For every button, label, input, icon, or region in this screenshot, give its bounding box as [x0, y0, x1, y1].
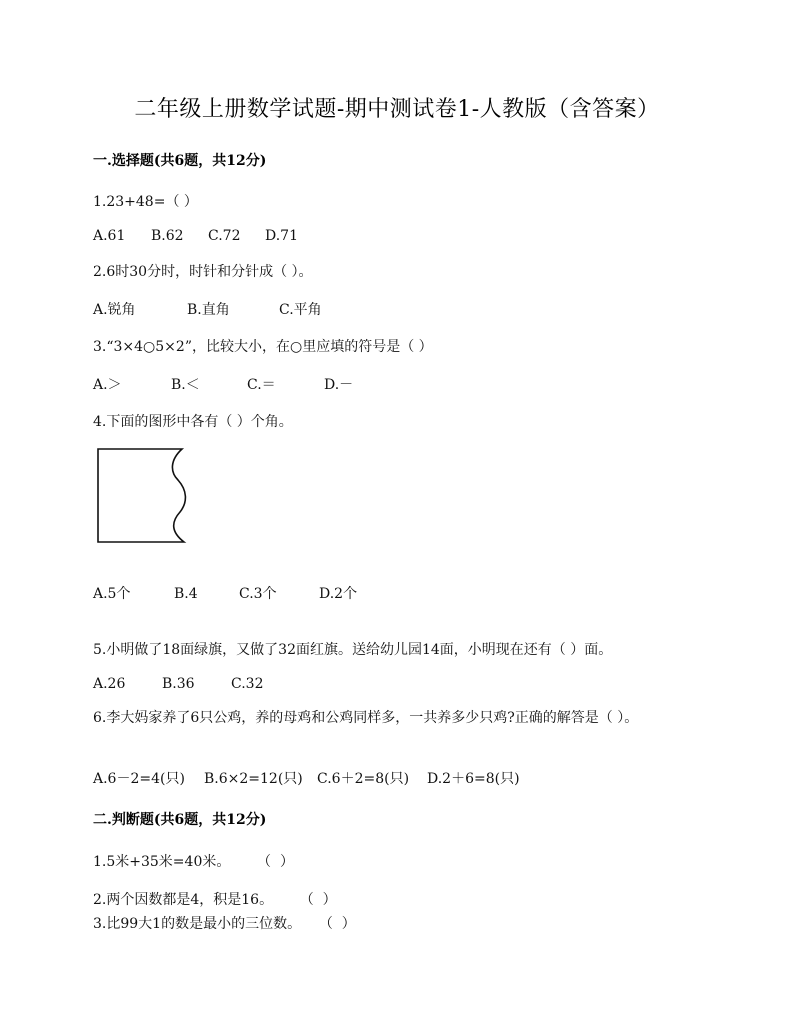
option-b: B.直角: [187, 302, 230, 318]
option-a: A.61: [93, 228, 126, 244]
option-c: C.3个: [239, 586, 277, 602]
question-3-options: [93, 374, 353, 394]
question-3: 3.“3×4○5×2”，比较大小，在○里应填的符号是（ ）: [93, 339, 433, 355]
question-4-options: [93, 583, 357, 603]
question-2-options: [93, 299, 322, 319]
wavy-edge-square: [98, 449, 185, 542]
section-heading-choice: 一.选择题(共6题，共12分): [93, 153, 267, 169]
angle-shape-figure: [96, 446, 190, 544]
page-title: 二年级上册数学试题-期中测试卷1-人教版（含答案）: [134, 97, 660, 122]
option-c: C.平角: [279, 302, 322, 318]
judgement-1: 1.5米+35米=40米。 （ ）: [93, 854, 294, 870]
question-4: 4.下面的图形中各有（ ）个角。: [93, 414, 293, 430]
question-6: 6.李大妈家养了6只公鸡，养的母鸡和公鸡同样多，一共养多少只鸡?正确的解答是（ ）。: [93, 710, 639, 726]
option-a: A.26: [93, 676, 126, 692]
option-b: B.＜: [171, 377, 200, 393]
section-heading-judgement: 二.判断题(共6题，共12分): [93, 812, 267, 828]
option-c: C.72: [208, 228, 241, 244]
option-a: A.6－2=4(只): [93, 771, 185, 787]
option-c: C.32: [231, 676, 264, 692]
question-5-options: [93, 676, 263, 692]
option-b: B.6×2=12(只): [204, 771, 303, 787]
option-b: B.62: [151, 228, 184, 244]
option-a: A.＞: [93, 377, 122, 393]
judgement-2: 2.两个因数都是4，积是16。 （ ）: [93, 892, 337, 908]
option-c: C.＝: [247, 377, 276, 393]
option-d: D.2＋6=8(只): [427, 771, 520, 787]
option-a: A.锐角: [93, 302, 136, 318]
option-d: D.－: [324, 377, 354, 393]
option-b: B.36: [162, 676, 195, 692]
question-1-options: [93, 228, 298, 244]
question-1: 1.23+48=（ ）: [93, 194, 198, 210]
option-c: C.6＋2=8(只): [317, 771, 410, 787]
option-d: D.2个: [319, 586, 358, 602]
question-5: 5.小明做了18面绿旗，又做了32面红旗。送给幼儿园14面，小明现在还有（ ）面。: [93, 642, 613, 658]
option-a: A.5个: [93, 586, 131, 602]
option-b: B.4: [174, 586, 198, 602]
question-2: 2.6时30分时，时针和分针成（ ）。: [93, 264, 313, 280]
judgement-3: 3.比99大1的数是最小的三位数。 （ ）: [93, 916, 356, 932]
option-d: D.71: [265, 228, 298, 244]
question-6-options: [93, 768, 520, 788]
